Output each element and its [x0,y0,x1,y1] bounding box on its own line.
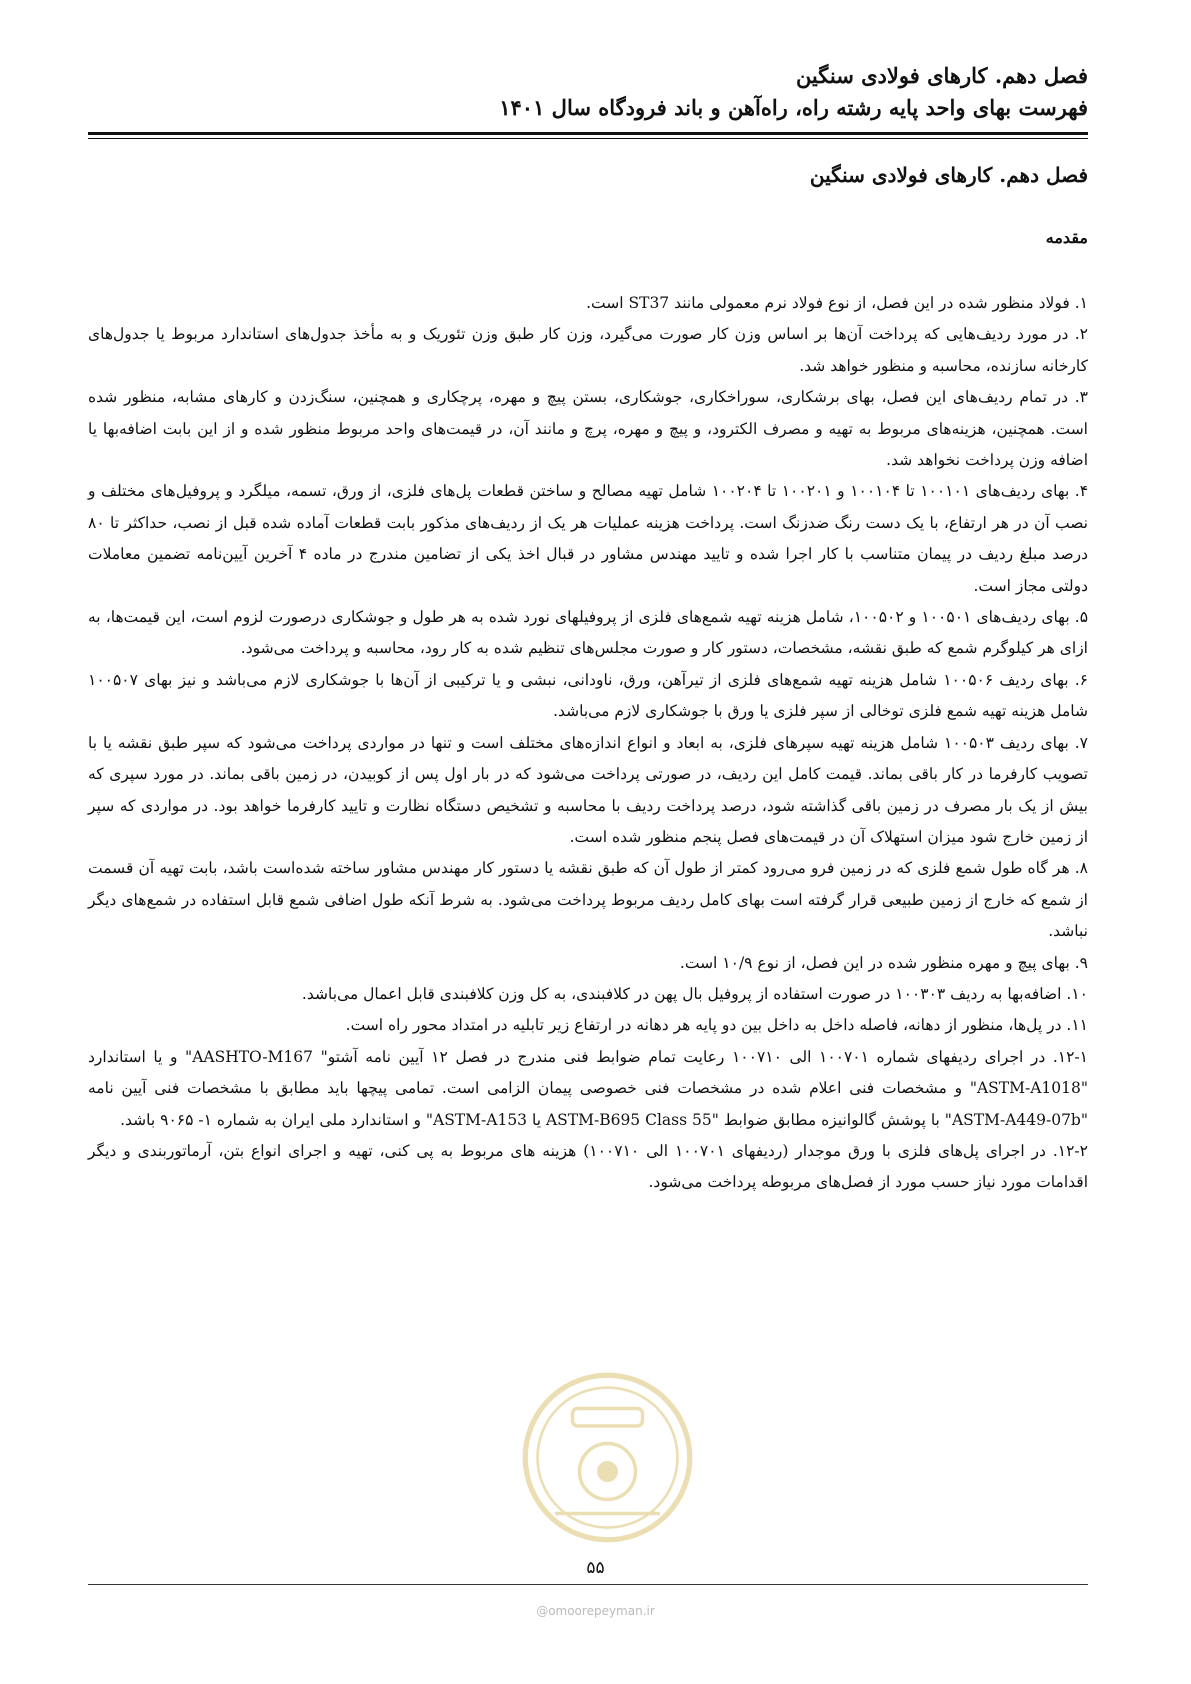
paragraph-5: ۵. بهای ردیف‌های ۱۰۰۵۰۱ و ۱۰۰۵۰۲، شامل هزینه تهیه شمع‌های فلزی از پروفیلهای نورد شده به هر طول و جوشکاری درصورت لزوم است، این قیمت‌ها، به ازای هر کیلوگرم شمع که طبق نقشه، مشخصات، دستور کار و صورت مجلس‌های تنظیم شده به کار رود، محاسبه و پرداخت می‌شود. [88,608,1089,658]
body-text [88,288,1088,1199]
header-divider-thick [88,132,1088,135]
paragraph-2: ۲. در مورد ردیف‌هایی که پرداخت آن‌ها بر اساس وزن کار صورت می‌گیرد، وزن کار طبق وزن تئوریک و به مأخذ جدول‌های استاندارد مربوط یا جدول‌های کارخانه سازنده، محاسبه و منظور خواهد شد. [88,325,1088,375]
paragraph-12-2: ۱۲-۲. در اجرای پل‌های فلزی با ورق موجدار (ردیفهای ۱۰۰۷۰۱ الی ۱۰۰۷۱۰) هزینه های مربوط به پی کنی، تهیه و اجرای انواع بتن، آرماتوربندی و دیگر اقدامات مورد نیاز حسب مورد از فصل‌های مربوطه پرداخت می‌شود. [88,1141,1088,1192]
footer-divider [88,1584,1088,1585]
introduction-heading: مقدمه [1045,228,1088,247]
paragraph-12-1: ۱۲-۱. در اجرای ردیفهای شماره ۱۰۰۷۰۱ الی ۱۰۰۷۱۰ رعایت تمام ضوابط فنی مندرج در فصل ۱۲ آیین نامه آشتو" AASHTO-M167" و یا استاندارد "ASTM-A1018" و مشخصات فنی اعلام شده در مشخصات فنی خصوصی پیمان الزامی است. تمامی پیچها باید مطابق با مشخصات فنی آیین نامه "ASTM-A449-07b" با پوشش گالوانیزه مطابق ضوابط "ASTM-B695 Class 55 یا ASTM-A153" و استاندارد ملی ایران به شماره ۱- ۹۰۶۵ باشد. [88,1047,1088,1129]
paragraph-11: ۱۱. در پل‌ها، منظور از دهانه، فاصله داخل به داخل بین دو پایه هر دهانه در ارتفاع زیر تابلیه در امتداد محور راه است. [345,1016,1088,1035]
seal-watermark-icon [520,1370,695,1545]
website-watermark: @omoorepeyman.ir [536,1604,655,1618]
paragraph-6: ۶. بهای ردیف ۱۰۰۵۰۶ شامل هزینه تهیه شمع‌های فلزی از تیرآهن، ورق، ناودانی، نبشی و یا ترکیبی از آن‌ها با جوشکاری لازم می‌باشد و نیز بهای ۱۰۰۵۰۷ شامل هزینه تهیه شمع فلزی توخالی از سپر فلزی یا ورق با جوشکاری لازم می‌باشد. [88,670,1088,721]
paragraph-10: ۱۰. اضافه‌بها به ردیف ۱۰۰۳۰۳ در صورت استفاده از پروفیل بال پهن در کلافبندی، به کل وزن کلافبندی قابل اعمال می‌باشد. [301,984,1088,1003]
page-number: ۵۵ [586,1558,605,1578]
paragraph-4: ۴. بهای ردیف‌های ۱۰۰۱۰۱ تا ۱۰۰۱۰۴ و ۱۰۰۲۰۱ تا ۱۰۰۲۰۴ شامل تهیه مصالح و ساختن قطعات پل‌های فلزی، از ورق، تسمه، میلگرد و پروفیل‌های مختلف و نصب آن در هر ارتفاع، با یک دست رنگ ضدزنگ است. پرداخت هزینه عملیات هر یک از ردیف‌های مذکور بابت قطعات آماده شده قبل از نصب، حداکثر تا ۸۰ درصد مبلغ ردیف در پیمان متناسب با کار اجرا شده و تایید مهندس مشاور در قبال اخذ یکی از تضامین مندرج در ماده ۴ آخرین آیین‌نامه تضمین معاملات دولتی مجاز است. [88,482,1089,595]
paragraph-8: ۸. هر گاه طول شمع فلزی که در زمین فرو می‌رود کمتر از طول آن که طبق نقشه یا دستور کار مهندس مشاور ساخته شده‌است باشد، بابت تهیه آن قسمت از شمع که خارج از زمین طبیعی قرار گرفته است بهای کامل ردیف مربوط پرداخت می‌شود. به شرط آنکه طول اضافی شمع قابل استفاده در شمع‌های دیگر نباشد. [88,859,1088,941]
paragraph-3: ۳. در تمام ردیف‌های این فصل، بهای برشکاری، سوراخکاری، جوشکاری، بستن پیچ و مهره، پرچکاری و همچنین، سنگ‌زدن و کارهای مشابه، منظور شده است. همچنین، هزینه‌های مربوط به تهیه و مصرف الکترود، و پیچ و مهره، پرچ و مانند آن، در قیمت‌های واحد مربوط منظور شده و از این بابت اضافه‌بها یا اضافه وزن پرداخت نخواهد شد. [88,388,1088,470]
paragraph-7: ۷. بهای ردیف ۱۰۰۵۰۳ شامل هزینه تهیه سپرهای فلزی، به ابعاد و انواع اندازه‌های مختلف است و تنها در مواردی پرداخت می‌شود که سپر طبق نقشه یا با تصویب کارفرما در کار باقی بماند. قیمت کامل این ردیف، در صورتی پرداخت می‌شود که در بار اول پس از کوبیدن، در زمین باقی بماند. در مورد سپری که بیش از یک بار مصرف در زمین باقی گذاشته شود، درصد پرداخت ردیف با محاسبه و تشخیص دستگاه نظارت و تایید کارفرما خواهد بود. در مواردی که سپر از زمین خارج شود میزان استهلاک آن در قیمت‌های فصل پنجم منظور شده است. [88,733,1088,846]
paragraph-1: ۱. فولاد منظور شده در این فصل، از نوع فولاد نرم معمولی مانند ST37 است. [586,294,1088,312]
chapter-heading: فصل دهم. کارهای فولادی سنگین [809,163,1088,187]
page-header [88,60,1088,124]
header-divider-thin [88,138,1088,139]
paragraph-9: ۹. بهای پیچ و مهره منظور شده در این فصل، از نوع ۱۰/۹ است. [679,953,1088,972]
header-book-title: فهرست بهای واحد پایه رشته راه، راه‌آهن و باند فرودگاه سال ۱۴۰۱ [499,95,1088,120]
header-chapter-title: فصل دهم. کارهای فولادی سنگین [795,63,1088,88]
